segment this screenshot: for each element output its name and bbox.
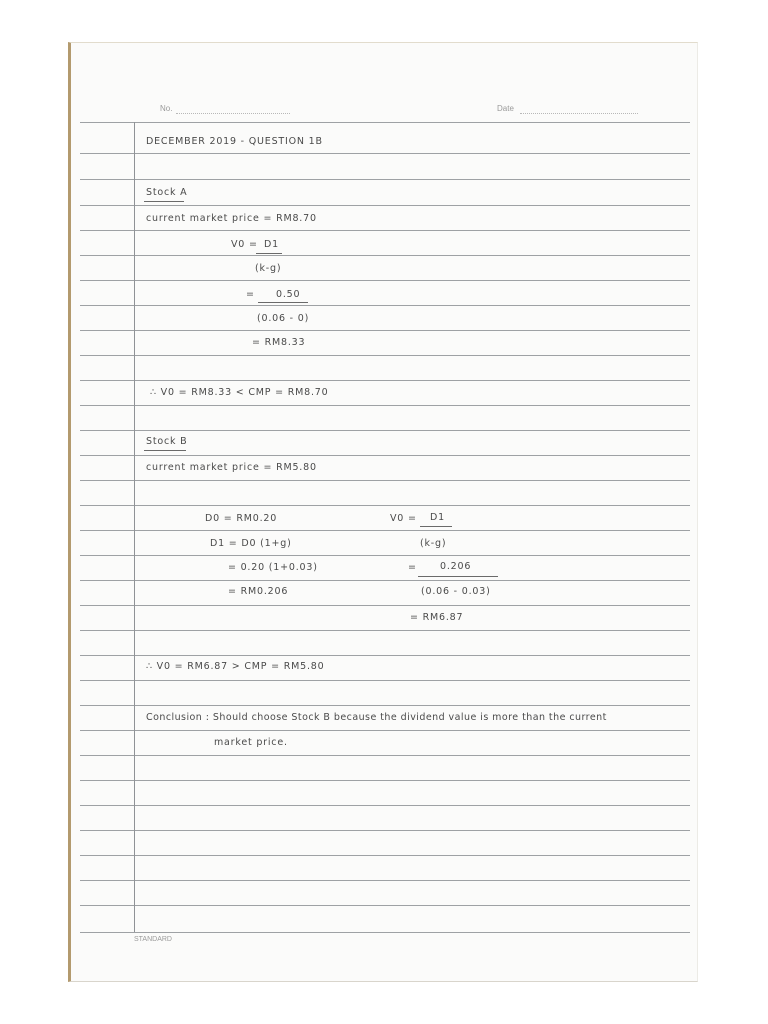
ruled-line xyxy=(80,455,690,456)
stock-a-v0-label: V0 = xyxy=(231,239,258,250)
ruled-line xyxy=(80,280,690,281)
ruled-line xyxy=(80,530,690,531)
date-field-line xyxy=(520,113,638,114)
ruled-line xyxy=(80,153,690,154)
date-label: Date xyxy=(497,104,514,113)
stock-a-denominator-kg: (k-g) xyxy=(255,263,282,274)
ruled-line xyxy=(80,330,690,331)
ruled-line xyxy=(80,205,690,206)
ruled-line xyxy=(80,480,690,481)
stock-b-result: = RM6.87 xyxy=(410,612,464,623)
ruled-line xyxy=(80,630,690,631)
ruled-line xyxy=(80,680,690,681)
stock-a-result: = RM8.33 xyxy=(252,337,306,348)
margin-line xyxy=(134,122,135,932)
ruled-line xyxy=(80,805,690,806)
stock-b-heading: Stock B xyxy=(146,436,188,447)
stock-b-d1-result: = RM0.206 xyxy=(228,586,289,597)
stock-b-d1-formula: D1 = D0 (1+g) xyxy=(210,538,292,549)
stock-a-heading: Stock A xyxy=(146,187,188,198)
ruled-line xyxy=(80,179,690,180)
stock-b-market-price: current market price = RM5.80 xyxy=(146,462,317,473)
stock-a-equals: = xyxy=(246,289,255,300)
stock-a-market-price: current market price = RM8.70 xyxy=(146,213,317,224)
stock-b-conclusion: ∴ V0 = RM6.87 > CMP = RM5.80 xyxy=(146,661,325,672)
ruled-line xyxy=(80,505,690,506)
stock-b-heading-underline xyxy=(144,450,186,451)
stock-b-equals: = xyxy=(408,562,417,573)
ruled-line xyxy=(80,830,690,831)
ruled-line xyxy=(80,780,690,781)
ruled-line xyxy=(80,905,690,906)
ruled-line xyxy=(80,555,690,556)
ruled-line xyxy=(80,705,690,706)
ruled-line xyxy=(80,355,690,356)
ruled-line xyxy=(80,932,690,933)
ruled-line xyxy=(80,855,690,856)
ruled-line xyxy=(80,255,690,256)
stock-b-fraction-bar-1 xyxy=(420,526,452,527)
no-label: No. xyxy=(160,104,173,113)
ruled-line xyxy=(80,230,690,231)
ruled-line xyxy=(80,122,690,123)
conclusion-line-1: Conclusion : Should choose Stock B because the dividend value is more than the current xyxy=(146,712,607,723)
footer-brand: STANDARD xyxy=(134,936,172,943)
ruled-line xyxy=(80,430,690,431)
stock-b-numerator-d1: D1 xyxy=(430,512,445,523)
stock-a-numerator-value: 0.50 xyxy=(276,289,301,300)
stock-b-fraction-bar-2 xyxy=(418,576,498,577)
question-title: DECEMBER 2019 - QUESTION 1B xyxy=(146,136,323,147)
ruled-line xyxy=(80,580,690,581)
ruled-line xyxy=(80,655,690,656)
stock-a-conclusion: ∴ V0 = RM8.33 < CMP = RM8.70 xyxy=(150,387,329,398)
ruled-line xyxy=(80,405,690,406)
ruled-line xyxy=(80,730,690,731)
no-field-line xyxy=(176,113,290,114)
stock-a-fraction-bar-1 xyxy=(256,253,282,254)
ruled-line xyxy=(80,880,690,881)
stock-b-denominator-kg: (k-g) xyxy=(420,538,447,549)
stock-b-d1-step: = 0.20 (1+0.03) xyxy=(228,562,318,573)
stock-b-numerator-value: 0.206 xyxy=(440,561,472,572)
ruled-line xyxy=(80,605,690,606)
stock-a-denominator-value: (0.06 - 0) xyxy=(257,313,310,324)
notebook-page xyxy=(68,42,698,982)
ruled-line xyxy=(80,380,690,381)
ruled-line xyxy=(80,305,690,306)
stock-a-heading-underline xyxy=(144,201,184,202)
stock-a-numerator-d1: D1 xyxy=(264,239,279,250)
stock-a-fraction-bar-2 xyxy=(258,302,308,303)
stock-b-d0: D0 = RM0.20 xyxy=(205,513,278,524)
stock-b-v0-label: V0 = xyxy=(390,513,417,524)
ruled-line xyxy=(80,755,690,756)
stock-b-denominator-value: (0.06 - 0.03) xyxy=(421,586,491,597)
conclusion-line-2: market price. xyxy=(214,737,288,748)
